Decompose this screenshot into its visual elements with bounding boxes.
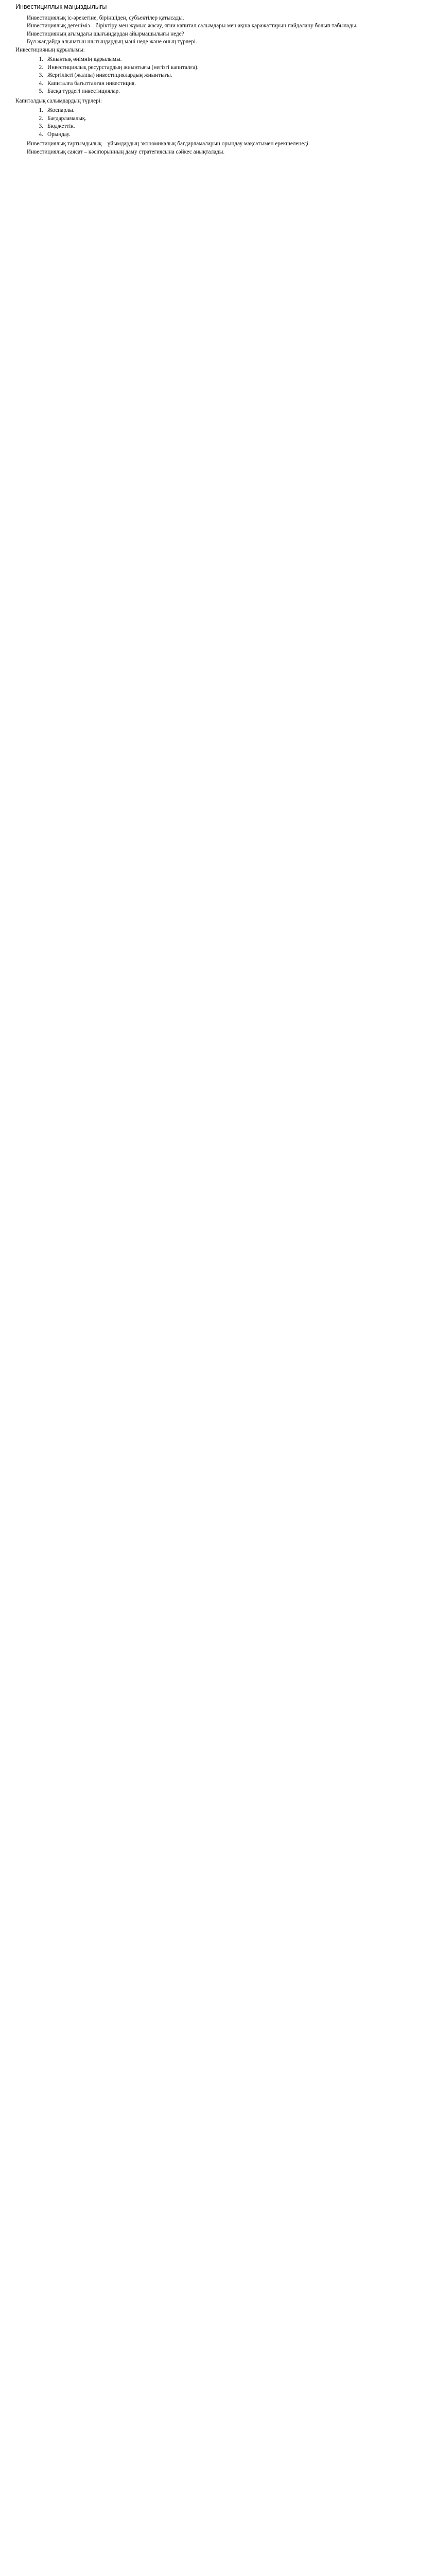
table-row <box>30 56 318 64</box>
table-cell-num: 2. <box>39 115 43 122</box>
paragraph: Инвестициялық іс-әрекетіне, біріншіден, субъектілер қатысады. <box>27 14 184 21</box>
section-heading: Капиталдық салымдардың түрлері: <box>15 97 102 104</box>
paragraph: Инвестицияның ағымдағы шығындардан айырмашылығы неде? <box>27 30 184 37</box>
table-cell-num: 4. <box>39 80 43 87</box>
table-cell-num: 3. <box>39 72 43 78</box>
paragraph: Инвестициялық дегеніміз – біріктіру мен жұмыс жасау, яғни капитал салымдары мен ақша қаражаттарын пайдалану болып табылады. <box>27 23 358 29</box>
section-heading: Инвестицияның құрылымы: <box>15 46 85 53</box>
paragraph: Инвестициялық тартымдылық – ұйымдардың экономикалық бағдарламаларын орындау мақсатымен ерекшеленеді. <box>27 141 310 147</box>
table-cell-text: Инвестициялық ресурстардың жиынтығы (негізгі капиталға). <box>47 64 199 71</box>
table-row <box>30 64 318 72</box>
table-row <box>30 88 318 96</box>
document-title: Инвестициялық маңыздылығы <box>15 3 107 10</box>
paragraph: Инвестициялық саясат – кәсіпорынның даму стратегиясына сәйкес анықталады. <box>27 148 225 155</box>
paragraph: Бұл жағдайда алынатын шығындардың мәні неде және оның түрлері. <box>27 39 197 45</box>
table-row <box>30 131 318 139</box>
table-cell-text: Капиталға бағытталған инвестиция. <box>47 80 136 87</box>
table-cell-text: Бюджеттік. <box>47 123 75 129</box>
table-cell-num: 3. <box>39 123 43 129</box>
table-row <box>30 80 318 88</box>
table-cell-num: 2. <box>39 64 43 71</box>
table-cell-text: Орындау. <box>47 131 71 138</box>
table-row <box>30 107 318 115</box>
table-cell-num: 1. <box>39 107 43 113</box>
table-row <box>30 123 318 131</box>
structure-table <box>30 56 318 96</box>
table-row <box>30 115 318 123</box>
table-cell-num: 5. <box>39 88 43 94</box>
table-cell-num: 1. <box>39 56 43 62</box>
table-cell-text: Басқа түрдегі инвестициялар. <box>47 88 120 94</box>
table-cell-text: Жоспарлы. <box>47 107 75 113</box>
table-cell-text: Жиынтық өнімнің құрылымы. <box>47 56 122 62</box>
table-cell-text: Жергілікті (жалпы) инвестициялардың жиынтығы. <box>47 72 172 78</box>
types-table <box>30 107 318 139</box>
table-cell-text: Бағдарламалық. <box>47 115 87 122</box>
table-cell-num: 4. <box>39 131 43 138</box>
table-row <box>30 72 318 80</box>
